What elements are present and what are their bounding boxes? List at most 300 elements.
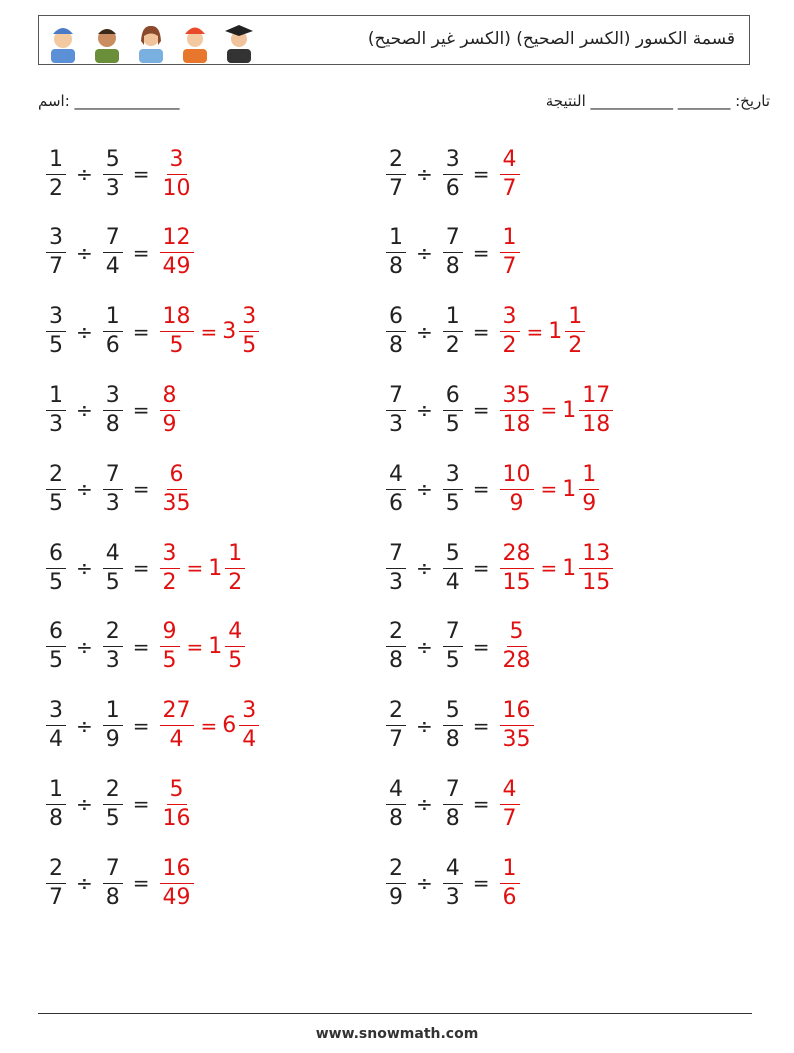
mixed-fraction bbox=[239, 700, 259, 751]
equals-symbol: = bbox=[200, 713, 218, 738]
numerator: 7 bbox=[386, 543, 406, 569]
numerator: 3 bbox=[239, 700, 259, 726]
mixed-whole: 1 bbox=[562, 476, 577, 502]
equals-symbol: = bbox=[472, 634, 490, 659]
equals-symbol: = bbox=[472, 477, 490, 502]
denominator: 4 bbox=[242, 727, 257, 753]
answer bbox=[498, 306, 588, 357]
divisor-fraction bbox=[443, 306, 463, 357]
denominator: 7 bbox=[49, 254, 63, 280]
dividend-fraction bbox=[386, 227, 406, 278]
answer-fraction bbox=[500, 700, 534, 751]
problem-row bbox=[384, 144, 522, 204]
equals-symbol: = bbox=[472, 240, 490, 265]
problem-row bbox=[384, 223, 522, 283]
numerator: 4 bbox=[500, 149, 520, 175]
numerator: 7 bbox=[103, 858, 123, 884]
answer bbox=[498, 776, 522, 831]
dividend-fraction bbox=[386, 306, 406, 357]
divisor-fraction bbox=[443, 382, 463, 437]
numerator: 7 bbox=[443, 227, 463, 253]
mixed-whole: 6 bbox=[222, 713, 237, 739]
problem-row bbox=[384, 853, 522, 913]
denominator: 6 bbox=[105, 333, 120, 359]
answer bbox=[158, 227, 196, 278]
divisor-fraction bbox=[103, 382, 123, 437]
numerator: 2 bbox=[386, 621, 406, 647]
numerator: 17 bbox=[579, 385, 613, 411]
denominator: 3 bbox=[105, 175, 120, 201]
divisor-fraction bbox=[103, 621, 123, 672]
divisor-fraction bbox=[443, 540, 463, 595]
nurse-avatar-icon bbox=[133, 19, 169, 63]
dividend-fraction bbox=[386, 540, 406, 595]
answer-fraction bbox=[160, 382, 180, 437]
divisor-fraction bbox=[443, 461, 463, 516]
numerator: 1 bbox=[443, 306, 463, 332]
divisor-fraction bbox=[103, 227, 123, 278]
divisor-fraction bbox=[103, 700, 123, 751]
denominator: 8 bbox=[389, 805, 403, 831]
divide-symbol: ÷ bbox=[416, 556, 433, 580]
denominator: 5 bbox=[169, 333, 184, 359]
numerator: 2 bbox=[103, 621, 123, 647]
mixed-whole: 3 bbox=[222, 319, 237, 345]
denominator: 7 bbox=[389, 727, 403, 753]
answer-fraction bbox=[160, 776, 194, 831]
numerator: 12 bbox=[160, 227, 194, 253]
answer-fraction bbox=[160, 461, 194, 516]
answer-fraction bbox=[160, 540, 180, 595]
denominator: 5 bbox=[105, 805, 120, 831]
numerator: 7 bbox=[386, 385, 406, 411]
mixed-fraction bbox=[565, 306, 585, 357]
equals-symbol: = bbox=[472, 713, 490, 738]
mixed-fraction bbox=[225, 621, 245, 672]
problem-row bbox=[384, 302, 587, 362]
answer bbox=[498, 700, 536, 751]
problem-row bbox=[44, 538, 247, 598]
answer bbox=[158, 855, 196, 910]
denominator: 7 bbox=[389, 175, 403, 201]
denominator: 5 bbox=[49, 333, 63, 359]
denominator: 8 bbox=[445, 727, 460, 753]
equals-symbol: = bbox=[132, 634, 150, 659]
answer-fraction bbox=[500, 776, 520, 831]
numerator: 18 bbox=[160, 306, 194, 332]
answer bbox=[158, 700, 262, 751]
divisor-fraction bbox=[103, 146, 123, 201]
mixed-fraction bbox=[225, 540, 245, 595]
answer-fraction bbox=[500, 540, 534, 595]
denominator: 7 bbox=[502, 254, 517, 280]
equals-symbol: = bbox=[132, 477, 150, 502]
numerator: 7 bbox=[103, 227, 123, 253]
dividend-fraction bbox=[46, 776, 66, 831]
numerator: 1 bbox=[579, 464, 599, 490]
numerator: 10 bbox=[500, 464, 534, 490]
answer bbox=[158, 540, 248, 595]
denominator: 4 bbox=[169, 727, 184, 753]
denominator: 9 bbox=[509, 490, 524, 516]
divisor-fraction bbox=[103, 461, 123, 516]
numerator: 1 bbox=[46, 779, 66, 805]
answer bbox=[498, 227, 522, 278]
numerator: 6 bbox=[386, 306, 406, 332]
page-title: قسمة الكسور (الكسر الصحيح) (الكسر غير الصحيح) bbox=[367, 29, 735, 49]
denominator: 5 bbox=[228, 648, 243, 674]
numerator: 5 bbox=[103, 149, 123, 175]
answer-fraction bbox=[500, 227, 520, 278]
problem-row bbox=[44, 380, 182, 440]
numerator: 4 bbox=[386, 779, 406, 805]
dividend-fraction bbox=[386, 382, 406, 437]
numerator: 4 bbox=[443, 858, 463, 884]
denominator: 2 bbox=[568, 333, 583, 359]
mixed-whole: 1 bbox=[562, 397, 577, 423]
numerator: 6 bbox=[443, 385, 463, 411]
worksheet-header bbox=[38, 15, 750, 65]
denominator: 5 bbox=[445, 411, 460, 437]
problem-row bbox=[44, 144, 196, 204]
problem-row bbox=[384, 380, 615, 440]
numerator: 7 bbox=[443, 779, 463, 805]
equals-symbol: = bbox=[132, 792, 150, 817]
answer bbox=[498, 855, 522, 910]
divide-symbol: ÷ bbox=[416, 162, 433, 186]
site-footer: www.snowmath.com bbox=[315, 1026, 479, 1042]
numerator: 7 bbox=[443, 621, 463, 647]
divide-symbol: ÷ bbox=[416, 319, 433, 344]
numerator: 1 bbox=[46, 149, 66, 175]
numerator: 3 bbox=[443, 464, 463, 490]
numerator: 13 bbox=[579, 543, 613, 569]
divide-symbol: ÷ bbox=[416, 634, 433, 659]
problem-row bbox=[44, 853, 196, 913]
numerator: 6 bbox=[46, 621, 66, 647]
denominator: 5 bbox=[105, 569, 120, 595]
numerator: 3 bbox=[160, 543, 180, 569]
divide-symbol: ÷ bbox=[76, 871, 93, 896]
equals-symbol: = bbox=[472, 162, 490, 186]
equals-symbol: = bbox=[472, 792, 490, 817]
numerator: 2 bbox=[46, 464, 66, 490]
equals-symbol: = bbox=[540, 556, 558, 580]
divide-symbol: ÷ bbox=[76, 162, 93, 186]
answer bbox=[498, 461, 602, 516]
equals-symbol: = bbox=[132, 398, 150, 423]
divisor-fraction bbox=[443, 146, 463, 201]
problem-row bbox=[44, 617, 247, 677]
denominator: 35 bbox=[502, 727, 531, 753]
dividend-fraction bbox=[46, 382, 66, 437]
dividend-fraction bbox=[46, 306, 66, 357]
name-field: اسم: ______________ bbox=[38, 92, 180, 110]
numerator: 1 bbox=[500, 227, 520, 253]
problem-row bbox=[384, 459, 601, 519]
numerator: 3 bbox=[103, 385, 123, 411]
equals-symbol: = bbox=[472, 398, 490, 423]
denominator: 15 bbox=[582, 569, 611, 595]
denominator: 9 bbox=[389, 884, 403, 910]
numerator: 35 bbox=[500, 385, 534, 411]
denominator: 4 bbox=[105, 254, 120, 280]
problem-row bbox=[384, 696, 536, 756]
dividend-fraction bbox=[46, 146, 66, 201]
denominator: 2 bbox=[502, 333, 517, 359]
divide-symbol: ÷ bbox=[76, 398, 93, 423]
denominator: 8 bbox=[105, 884, 120, 910]
equals-symbol: = bbox=[186, 634, 204, 659]
answer bbox=[158, 776, 196, 831]
answer bbox=[158, 382, 182, 437]
problem-row bbox=[384, 617, 536, 677]
denominator: 3 bbox=[49, 411, 63, 437]
denominator: 5 bbox=[445, 490, 460, 516]
numerator: 3 bbox=[46, 306, 66, 332]
denominator: 8 bbox=[389, 648, 403, 674]
denominator: 5 bbox=[49, 648, 63, 674]
divide-symbol: ÷ bbox=[76, 477, 93, 502]
equals-symbol: = bbox=[132, 319, 150, 344]
denominator: 2 bbox=[49, 175, 63, 201]
answer bbox=[158, 461, 196, 516]
numerator: 2 bbox=[386, 858, 406, 884]
divide-symbol: ÷ bbox=[416, 792, 433, 817]
numerator: 3 bbox=[46, 700, 66, 726]
divide-symbol: ÷ bbox=[76, 713, 93, 738]
divide-symbol: ÷ bbox=[76, 792, 93, 817]
denominator: 4 bbox=[445, 569, 460, 595]
denominator: 28 bbox=[502, 648, 531, 674]
denominator: 18 bbox=[582, 411, 611, 437]
numerator: 3 bbox=[500, 306, 520, 332]
divisor-fraction bbox=[443, 855, 463, 910]
denominator: 8 bbox=[389, 333, 403, 359]
builder-avatar-icon bbox=[177, 19, 213, 63]
numerator: 2 bbox=[103, 779, 123, 805]
dividend-fraction bbox=[46, 700, 66, 751]
denominator: 35 bbox=[162, 490, 191, 516]
answer-fraction bbox=[160, 306, 194, 357]
footer-divider bbox=[38, 1013, 752, 1014]
divide-symbol: ÷ bbox=[76, 634, 93, 659]
denominator: 2 bbox=[162, 569, 177, 595]
denominator: 8 bbox=[389, 254, 403, 280]
numerator: 3 bbox=[443, 149, 463, 175]
answer-fraction bbox=[500, 621, 534, 672]
numerator: 1 bbox=[500, 858, 520, 884]
mixed-fraction bbox=[579, 461, 599, 516]
dividend-fraction bbox=[386, 146, 406, 201]
dividend-fraction bbox=[46, 855, 66, 910]
dividend-fraction bbox=[386, 461, 406, 516]
divide-symbol: ÷ bbox=[416, 477, 433, 502]
numerator: 1 bbox=[103, 306, 123, 332]
problem-row bbox=[44, 459, 196, 519]
numerator: 5 bbox=[443, 543, 463, 569]
denominator: 16 bbox=[162, 805, 191, 831]
numerator: 4 bbox=[386, 464, 406, 490]
denominator: 9 bbox=[582, 490, 597, 516]
dividend-fraction bbox=[386, 776, 406, 831]
mixed-whole: 1 bbox=[562, 555, 577, 581]
answer bbox=[158, 621, 248, 672]
answer-fraction bbox=[500, 855, 520, 910]
numerator: 1 bbox=[103, 700, 123, 726]
equals-symbol: = bbox=[540, 398, 558, 423]
dividend-fraction bbox=[46, 621, 66, 672]
denominator: 3 bbox=[105, 490, 120, 516]
equals-symbol: = bbox=[132, 713, 150, 738]
denominator: 3 bbox=[389, 411, 403, 437]
divide-symbol: ÷ bbox=[76, 319, 93, 344]
numerator: 1 bbox=[46, 385, 66, 411]
mixed-whole: 1 bbox=[208, 634, 223, 660]
numerator: 28 bbox=[500, 543, 534, 569]
answer bbox=[498, 146, 522, 201]
equals-symbol: = bbox=[540, 477, 558, 502]
problem-row bbox=[44, 223, 196, 283]
numerator: 4 bbox=[225, 621, 245, 647]
denominator: 10 bbox=[162, 175, 191, 201]
divisor-fraction bbox=[443, 621, 463, 672]
denominator: 3 bbox=[105, 648, 120, 674]
equals-symbol: = bbox=[132, 556, 150, 580]
denominator: 18 bbox=[502, 411, 531, 437]
problem-row bbox=[384, 538, 615, 598]
mixed-whole: 1 bbox=[208, 555, 223, 581]
numerator: 16 bbox=[500, 700, 534, 726]
answer-fraction bbox=[160, 621, 180, 672]
dividend-fraction bbox=[386, 855, 406, 910]
numerator: 1 bbox=[225, 543, 245, 569]
numerator: 8 bbox=[160, 385, 180, 411]
dividend-fraction bbox=[46, 540, 66, 595]
denominator: 15 bbox=[502, 569, 531, 595]
denominator: 49 bbox=[162, 884, 191, 910]
divide-symbol: ÷ bbox=[416, 713, 433, 738]
problem-row bbox=[44, 696, 261, 756]
answer bbox=[498, 621, 536, 672]
numerator: 5 bbox=[167, 779, 187, 805]
divisor-fraction bbox=[443, 776, 463, 831]
numerator: 27 bbox=[160, 700, 194, 726]
denominator: 2 bbox=[445, 333, 460, 359]
answer-fraction bbox=[500, 306, 520, 357]
denominator: 5 bbox=[445, 648, 460, 674]
divide-symbol: ÷ bbox=[416, 398, 433, 423]
man-avatar-icon bbox=[89, 19, 125, 63]
denominator: 8 bbox=[105, 411, 120, 437]
numerator: 2 bbox=[386, 700, 406, 726]
numerator: 3 bbox=[167, 149, 187, 175]
denominator: 3 bbox=[445, 884, 460, 910]
worker-avatar-icon bbox=[45, 19, 81, 63]
graduate-avatar-icon bbox=[221, 19, 257, 63]
answer-fraction bbox=[160, 855, 194, 910]
denominator: 9 bbox=[162, 411, 177, 437]
numerator: 2 bbox=[386, 149, 406, 175]
numerator: 5 bbox=[443, 700, 463, 726]
denominator: 7 bbox=[49, 884, 63, 910]
numerator: 16 bbox=[160, 858, 194, 884]
equals-symbol: = bbox=[132, 162, 150, 186]
numerator: 6 bbox=[46, 543, 66, 569]
problem-row bbox=[44, 774, 196, 834]
numerator: 9 bbox=[160, 621, 180, 647]
dividend-fraction bbox=[386, 700, 406, 751]
dividend-fraction bbox=[386, 621, 406, 672]
denominator: 2 bbox=[228, 569, 243, 595]
divisor-fraction bbox=[103, 540, 123, 595]
denominator: 4 bbox=[49, 727, 63, 753]
divide-symbol: ÷ bbox=[76, 556, 93, 580]
denominator: 8 bbox=[445, 805, 460, 831]
answer-fraction bbox=[160, 146, 194, 201]
dividend-fraction bbox=[46, 461, 66, 516]
denominator: 7 bbox=[502, 805, 517, 831]
mixed-fraction bbox=[239, 306, 259, 357]
divide-symbol: ÷ bbox=[416, 871, 433, 896]
denominator: 6 bbox=[502, 884, 517, 910]
divisor-fraction bbox=[103, 306, 123, 357]
answer-fraction bbox=[500, 146, 520, 201]
divisor-fraction bbox=[443, 227, 463, 278]
numerator: 3 bbox=[46, 227, 66, 253]
denominator: 49 bbox=[162, 254, 191, 280]
denominator: 8 bbox=[49, 805, 63, 831]
numerator: 2 bbox=[46, 858, 66, 884]
equals-symbol: = bbox=[472, 871, 490, 896]
equals-symbol: = bbox=[472, 556, 490, 580]
dividend-fraction bbox=[46, 227, 66, 278]
divisor-fraction bbox=[103, 855, 123, 910]
denominator: 5 bbox=[49, 569, 63, 595]
equals-symbol: = bbox=[526, 319, 544, 344]
denominator: 9 bbox=[105, 727, 120, 753]
answer-fraction bbox=[160, 700, 194, 751]
denominator: 5 bbox=[242, 333, 257, 359]
numerator: 1 bbox=[565, 306, 585, 332]
divide-symbol: ÷ bbox=[416, 240, 433, 265]
answer bbox=[158, 306, 262, 357]
mixed-fraction bbox=[579, 382, 613, 437]
answer bbox=[498, 540, 616, 595]
denominator: 8 bbox=[445, 254, 460, 280]
numerator: 3 bbox=[239, 306, 259, 332]
numerator: 5 bbox=[507, 621, 527, 647]
denominator: 5 bbox=[49, 490, 63, 516]
equals-symbol: = bbox=[200, 319, 218, 344]
equals-symbol: = bbox=[132, 240, 150, 265]
answer-fraction bbox=[160, 227, 194, 278]
numerator: 7 bbox=[103, 464, 123, 490]
equals-symbol: = bbox=[472, 319, 490, 344]
answer bbox=[158, 146, 196, 201]
numerator: 1 bbox=[386, 227, 406, 253]
denominator: 6 bbox=[445, 175, 460, 201]
mixed-fraction bbox=[579, 540, 613, 595]
denominator: 5 bbox=[162, 648, 177, 674]
numerator: 4 bbox=[500, 779, 520, 805]
denominator: 3 bbox=[389, 569, 403, 595]
denominator: 7 bbox=[502, 175, 517, 201]
numerator: 6 bbox=[167, 464, 187, 490]
answer-fraction bbox=[500, 382, 534, 437]
avatar-row bbox=[45, 19, 257, 63]
divisor-fraction bbox=[443, 700, 463, 751]
